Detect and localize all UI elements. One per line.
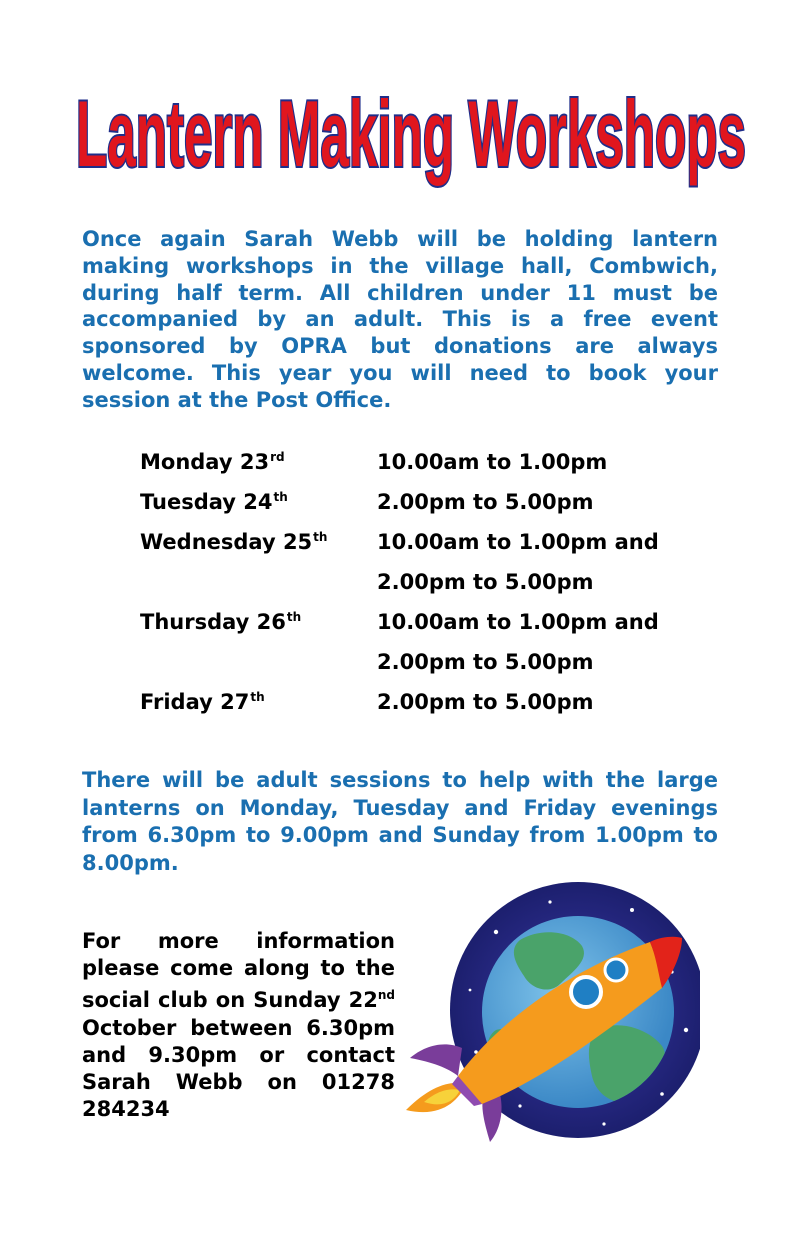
schedule-time: 10.00am to 1.00pm: [377, 450, 608, 474]
schedule-day: [140, 650, 377, 674]
title-text: Lantern Making Workshops: [76, 81, 746, 186]
schedule-time: 10.00am to 1.00pm and: [377, 610, 659, 634]
schedule-day: Tuesday 24th: [140, 490, 288, 514]
more-info-paragraph: For more information please come along to the social club on Sunday 22nd October between 6.30pm and 9.30pm or contact Sarah Webb on 01278 284234: [82, 929, 395, 1122]
schedule-time: 2.00pm to 5.00pm: [377, 650, 594, 674]
adult-sessions-paragraph: There will be adult sessions to help with the large lanterns on Monday, Tuesday and Friday evenings from 6.30pm to 9.00pm and Sunday from 1.00pm to 8.00pm.: [82, 768, 718, 875]
poster-title: [66, 68, 756, 198]
schedule-time: 2.00pm to 5.00pm: [377, 570, 594, 594]
session-schedule: [140, 442, 740, 722]
schedule-row: [140, 522, 740, 562]
schedule-time: 2.00pm to 5.00pm: [377, 490, 594, 514]
schedule-row: [140, 602, 740, 642]
schedule-row: [140, 562, 740, 602]
schedule-time: 10.00am to 1.00pm and: [377, 530, 659, 554]
schedule-day: Friday 27th: [140, 690, 265, 714]
schedule-row: [140, 482, 740, 522]
schedule-time: 2.00pm to 5.00pm: [377, 690, 594, 714]
schedule-row: [140, 642, 740, 682]
intro-paragraph: Once again Sarah Webb will be holding lantern making workshops in the village hall, Combwich, during half term. All children under 11 must be accompanied by an adult. This is a free event sponsored by OPRA but donations are always welcome. This year you will need to book your session at the Post Office.: [82, 227, 718, 412]
schedule-day: Monday 23rd: [140, 450, 285, 474]
rocket-earth-illustration: [400, 880, 700, 1142]
schedule-row: [140, 442, 740, 482]
schedule-day: Wednesday 25th: [140, 530, 328, 554]
schedule-row: [140, 682, 740, 722]
schedule-day: [140, 570, 377, 594]
schedule-day: Thursday 26th: [140, 610, 302, 634]
